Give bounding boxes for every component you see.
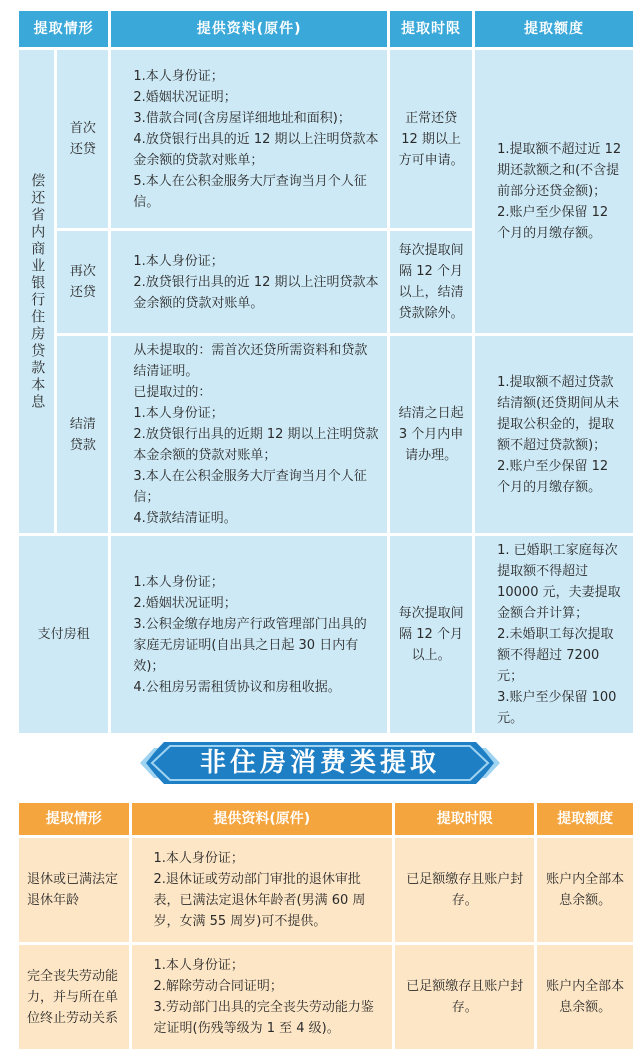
material-item: 2.退休证或劳动部门审批的退休审批表，已满法定退休年龄者(男满 60 周岁，女满 55 周岁)可不提供。 <box>153 872 366 929</box>
limit-cell: 每次提取间隔 12 个月以上。 <box>390 536 472 733</box>
table-row <box>19 336 633 533</box>
quota-cell <box>475 336 633 533</box>
header-limit: 提取时限 <box>390 11 472 47</box>
materials-cell <box>111 536 387 733</box>
quota-item: 1. 已婚职工家庭每次提取额不得超过 10000 元，夫妻提取金额合并计算； <box>497 543 621 621</box>
material-item: 4.放贷银行出具的近 12 期以上注明贷款本金余额的贷款对账单； <box>133 131 379 168</box>
materials-cell <box>132 945 393 1049</box>
limit-cell: 正常还贷 12 期以上方可申请。 <box>390 50 472 228</box>
table-row <box>19 945 633 1049</box>
limit-cell: 已足额缴存且账户封存。 <box>395 945 534 1049</box>
banner-title: 非住房消费类提取 <box>199 748 440 778</box>
limit-cell: 结清之日起 3 个月内申请办理。 <box>390 336 472 533</box>
quota-item: 2.账户至少保留 12 个月的月缴存额。 <box>497 458 609 495</box>
header-case: 提取情形 <box>19 11 108 47</box>
material-item: 1.本人身份证； <box>133 253 224 269</box>
case-rent: 支付房租 <box>19 536 108 733</box>
material-item: 4.贷款结清证明。 <box>133 511 237 526</box>
header-materials: 提供资料(原件) <box>132 803 393 835</box>
material-item: 2.解除劳动合同证明； <box>153 979 283 994</box>
group-label-cell <box>19 50 54 533</box>
sub-case-second: 再次还贷 <box>57 231 108 333</box>
header-materials: 提供资料(原件) <box>111 11 387 47</box>
material-item: 1.本人身份证； <box>133 574 224 590</box>
limit-cell: 每次提取间隔 12 个月以上，结清贷款除外。 <box>390 231 472 333</box>
case-cell: 完全丧失劳动能力，并与所在单位终止劳动关系 <box>19 945 129 1049</box>
table-header-row <box>19 11 633 47</box>
table-row <box>19 50 633 228</box>
header-quota: 提取额度 <box>475 11 633 47</box>
limit-cell: 已足额缴存且账户封存。 <box>395 838 534 942</box>
materials-cell <box>132 838 393 942</box>
materials-cell <box>111 231 387 333</box>
materials-cell <box>111 336 387 533</box>
material-item: 已提取过的： <box>133 385 212 400</box>
quota-cell: 账户内全部本息余额。 <box>537 945 633 1049</box>
header-case: 提取情形 <box>19 803 129 835</box>
material-item: 2.放贷银行出具的近期 12 期以上注明贷款本金余额的贷款对账单； <box>133 427 379 463</box>
material-item: 2.婚姻状况证明； <box>133 595 237 611</box>
sub-case-settle: 结清贷款 <box>57 336 108 533</box>
header-quota: 提取额度 <box>537 803 633 835</box>
quota-cell: 账户内全部本息余额。 <box>537 838 633 942</box>
material-item: 2.放贷银行出具的近 12 期以上注明贷款本金余额的贷款对账单。 <box>133 274 379 311</box>
case-cell: 退休或已满法定退休年龄 <box>19 838 129 942</box>
material-item: 3.本人在公积金服务大厅查询当月个人征信； <box>133 469 367 505</box>
quota-cell <box>475 536 633 733</box>
table-header-row <box>19 803 633 835</box>
material-item: 从未提取的：需首次还贷所需资料和贷款结清证明。 <box>133 343 368 379</box>
material-item: 1.本人身份证； <box>133 406 224 421</box>
group-label: 偿还省内商业银行住房贷款本息 <box>29 172 46 411</box>
material-item: 3.公积金缴存地房产行政管理部门出具的家庭无房证明(自出具之日起 30 日内有效)； <box>133 616 367 674</box>
material-item: 4.公租房另需租赁协议和房租收据。 <box>133 679 341 695</box>
material-item: 5.本人在公积金服务大厅查询当月个人征信。 <box>133 173 367 210</box>
housing-withdrawal-table <box>16 8 636 736</box>
quota-item: 3.账户至少保留 100 元。 <box>497 690 617 726</box>
materials-cell <box>111 50 387 228</box>
material-item: 3.借款合同(含房屋详细地址和面积)； <box>133 110 351 126</box>
quota-item: 1.提取额不超过近 12 期还款额之和(不含提前部分还贷金额)； <box>497 142 622 199</box>
non-housing-withdrawal-table <box>16 800 636 1052</box>
table-row <box>19 536 633 733</box>
quota-item: 2.账户至少保留 12 个月的月缴存额。 <box>497 205 609 241</box>
material-item: 1.本人身份证； <box>153 958 244 973</box>
header-limit: 提取时限 <box>395 803 534 835</box>
quota-item: 1.提取额不超过贷款结清额(还贷期间从未提取公积金的，提取额不超过贷款额)； <box>497 374 620 453</box>
material-item: 1.本人身份证； <box>133 68 224 84</box>
material-item: 3.劳动部门出具的完全丧失劳动能力鉴定证明(伤残等级为 1 至 4 级)。 <box>153 1000 374 1036</box>
table-row <box>19 838 633 942</box>
quota-item: 2.未婚职工每次提取额不得超过 7200 元； <box>497 627 614 684</box>
material-item: 1.本人身份证； <box>153 851 244 866</box>
material-item: 2.婚姻状况证明； <box>133 89 237 105</box>
section-banner <box>140 740 500 786</box>
sub-case-first: 首次还贷 <box>57 50 108 228</box>
shared-quota-cell <box>475 50 633 333</box>
